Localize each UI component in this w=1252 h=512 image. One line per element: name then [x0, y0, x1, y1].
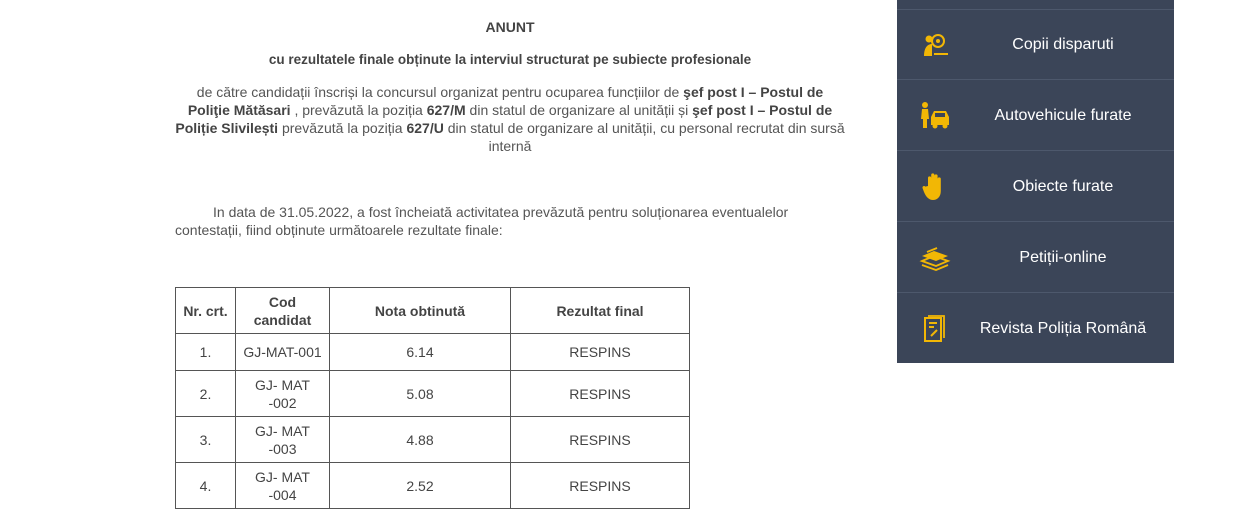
cell-nr: 4. [176, 463, 236, 509]
cell-nr: 2. [176, 371, 236, 417]
cell-cod-line2: -004 [268, 486, 297, 503]
cell-nr: 3. [176, 417, 236, 463]
cell-cod-line1: GJ- MAT [255, 422, 310, 439]
table-row [176, 334, 690, 371]
sidebar-item-label: Autovehicule furate [994, 107, 1132, 124]
quick-links-sidebar [897, 0, 1174, 363]
sidebar-item-label: Revista Poliția Română [979, 320, 1147, 337]
stolen-car-icon [919, 101, 951, 131]
sidebar-item-obiecte-furate[interactable] [897, 152, 1174, 222]
results-paragraph [175, 203, 815, 239]
header-rezultat: Rezultat final [511, 288, 690, 334]
magazine-icon [919, 314, 951, 344]
cell-rezultat: RESPINS [511, 371, 690, 417]
position-code-2: 627/U [406, 120, 444, 136]
header-nr: Nr. crt. [176, 288, 236, 334]
table-header-row [176, 288, 690, 334]
sidebar-item-copii-disparuti[interactable] [897, 10, 1174, 80]
sidebar-item-label: Obiecte furate [1012, 178, 1114, 195]
post-name-2: şef post I – Postul de Poliție Slivilești [175, 102, 833, 136]
cell-nota: 5.08 [330, 371, 511, 417]
cell-cod-line1: GJ- MAT [255, 376, 310, 393]
sidebar-item-revista-politia-romana[interactable] [897, 294, 1174, 364]
cell-cod [236, 417, 330, 463]
cell-nota: 6.14 [330, 334, 511, 371]
sidebar-item-petitii-online[interactable] [897, 223, 1174, 293]
table-row [176, 417, 690, 463]
announcement-subtitle: cu rezultatele finale obținute la interviul structurat pe subiecte profesionale [268, 52, 752, 67]
hand-icon [919, 172, 951, 202]
cell-cod-line1: GJ- MAT [255, 468, 310, 485]
cell-rezultat: RESPINS [511, 417, 690, 463]
intro-text-4: prevăzută la poziția [281, 120, 403, 136]
post-name-1: şef post I – Postul de Poliţie Mătăsari [187, 84, 824, 118]
position-code-1: 627/M [426, 102, 466, 118]
announcement-title: ANUNT [485, 19, 535, 35]
sidebar-item-label: Copii disparuti [1012, 36, 1114, 53]
cell-nota: 2.52 [330, 463, 511, 509]
cell-nr: 1. [176, 334, 236, 371]
intro-text-1: de către candidații înscriși la concursul organizat pentru ocuparea funcțiilor de [196, 84, 680, 100]
intro-text-2: , prevăzută la poziția [294, 102, 423, 118]
header-nota: Nota obtinută [330, 288, 511, 334]
table-row [176, 463, 690, 509]
missing-child-icon [919, 30, 951, 60]
results-table [175, 287, 690, 509]
cell-cod [236, 371, 330, 417]
cell-rezultat: RESPINS [511, 334, 690, 371]
cell-cod [236, 463, 330, 509]
announcement-intro [175, 83, 845, 155]
sidebar-item-autovehicule-furate[interactable] [897, 81, 1174, 151]
cell-cod [236, 334, 330, 371]
cell-cod-line2: -003 [268, 440, 297, 457]
results-paragraph-text: In data de 31.05.2022, a fost încheiată activitatea prevăzută pentru soluționarea eventualelor contestații, fiind obținute următoarele rezultate finale: [175, 204, 789, 238]
documents-stack-icon [919, 243, 951, 273]
table-row [176, 371, 690, 417]
cell-cod-line2: -002 [268, 394, 297, 411]
cell-nota: 4.88 [330, 417, 511, 463]
sidebar-item-label: Petiții-online [1019, 249, 1107, 266]
intro-text-5: din statul de organizare al unității, cu personal recrutat din sursă internă [447, 120, 845, 154]
header-cod: Cod candidat [236, 288, 330, 334]
cell-cod-line1: GJ-MAT-001 [243, 344, 322, 360]
cell-rezultat: RESPINS [511, 463, 690, 509]
intro-text-3: din statul de organizare al unității și [469, 102, 689, 118]
